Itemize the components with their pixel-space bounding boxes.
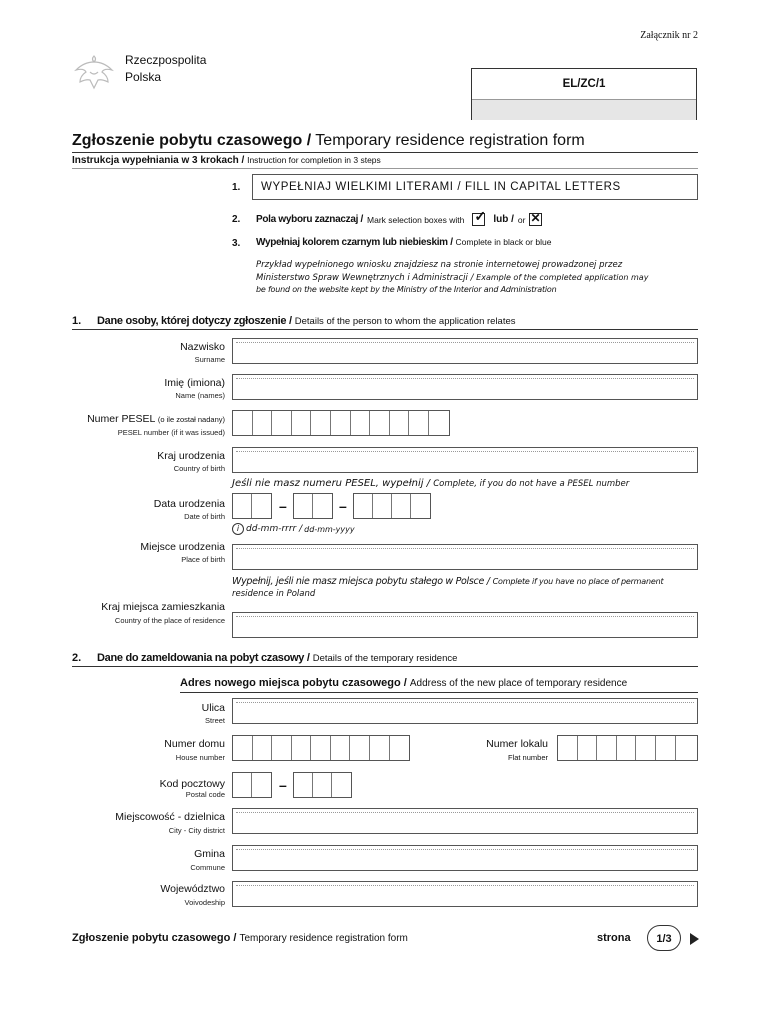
- res-country-sublabel: Country of the place of residence: [114, 616, 225, 625]
- section-2-title: [97, 652, 457, 664]
- date-dash-1: –: [279, 498, 287, 514]
- birth-place-sublabel: Place of birth: [181, 555, 225, 564]
- surname-sublabel: Surname: [194, 355, 225, 364]
- no-perm-l2: residence in Poland: [232, 589, 316, 599]
- date-format-hint: [232, 523, 355, 535]
- form-title: [72, 132, 585, 150]
- example-l2-pl: Ministerstwo Spraw Wewnętrznych i Administracji /: [256, 272, 474, 283]
- cross-box-icon: ✕: [530, 211, 541, 225]
- birth-date-label: Data urodzenia: [153, 498, 225, 510]
- page-label: strona: [597, 932, 631, 944]
- example-l2-en: Example of the completed application may: [476, 272, 649, 282]
- section-1-title: [97, 315, 516, 327]
- postal-code-prefix-input[interactable]: [232, 772, 272, 798]
- postal-dash: –: [279, 777, 287, 793]
- no-pesel-en: Complete, if you do not have a PESEL number: [433, 479, 630, 489]
- section-1-en: Details of the person to whom the application relates: [294, 316, 516, 327]
- section-2-rule: [72, 666, 698, 667]
- step-3: [256, 237, 551, 248]
- birth-day-input[interactable]: [232, 493, 272, 519]
- date-dash-2: –: [339, 498, 347, 514]
- flat-sublabel: Flat number: [507, 753, 548, 762]
- section-1-pl: Dane osoby, której dotyczy zgłoszenie /: [97, 315, 292, 327]
- step-2: [256, 208, 542, 226]
- step-3-num: 3.: [232, 238, 241, 249]
- address-rule: [180, 692, 698, 693]
- pesel-input[interactable]: [232, 410, 450, 436]
- house-sublabel: House number: [175, 753, 225, 762]
- date-format-en: dd-mm-yyyy: [304, 524, 355, 534]
- street-input[interactable]: [232, 698, 698, 724]
- pesel-label-main: Numer PESEL: [87, 413, 155, 425]
- footer-pl: Zgłoszenie pobytu czasowego /: [72, 932, 237, 944]
- step-2-pl: Pola wyboru zaznaczaj /: [256, 214, 364, 225]
- example-l2: [256, 272, 648, 285]
- pesel-note: (o ile został nadany): [157, 415, 225, 424]
- no-perm-l1: [232, 576, 663, 588]
- footer-en: Temporary residence registration form: [239, 933, 408, 944]
- voivodeship-sublabel: Voivodeship: [184, 898, 225, 907]
- pesel-sublabel: PESEL number (if it was issued): [117, 428, 225, 437]
- voivodeship-input[interactable]: [232, 881, 698, 907]
- birth-place-label: Miejsce urodzenia: [140, 541, 225, 553]
- no-perm-en: Complete if you have no place of permanent: [492, 577, 664, 586]
- birth-place-input[interactable]: [232, 544, 698, 570]
- step-2-or: or: [517, 214, 526, 225]
- pesel-label: [87, 413, 225, 425]
- step-2-en: Mark selection boxes with: [367, 214, 465, 225]
- city-sublabel: City - City district: [168, 826, 225, 835]
- voivodeship-label: Województwo: [160, 883, 225, 895]
- title-pl: Zgłoszenie pobytu czasowego /: [72, 132, 312, 149]
- checkmark-box-icon: ✓: [474, 208, 487, 224]
- birth-country-label: Kraj urodzenia: [157, 450, 225, 462]
- no-perm-note: [232, 576, 663, 600]
- title-en: Temporary residence registration form: [315, 132, 585, 149]
- address-title: [180, 677, 627, 689]
- commune-label: Gmina: [194, 848, 225, 860]
- postal-label: Kod pocztowy: [159, 778, 225, 790]
- birth-date-sublabel: Date of birth: [184, 512, 225, 521]
- names-label: Imię (imiona): [164, 377, 225, 389]
- birth-year-input[interactable]: [353, 493, 431, 519]
- section-1-num: 1.: [72, 315, 82, 327]
- res-country-input[interactable]: [232, 612, 698, 638]
- flat-label: Numer lokalu: [486, 738, 548, 750]
- city-label: Miejscowość - dzielnica: [115, 811, 225, 823]
- commune-input[interactable]: [232, 845, 698, 871]
- step-2-lub: lub /: [493, 214, 514, 225]
- date-format-pl: dd-mm-rrrr /: [246, 524, 303, 534]
- postal-sublabel: Postal code: [185, 790, 225, 799]
- surname-input[interactable]: [232, 338, 698, 364]
- no-pesel-note: [232, 478, 629, 489]
- country-line2: Polska: [125, 70, 162, 84]
- eagle-emblem-icon: [72, 50, 116, 94]
- page-indicator: 1/3: [647, 925, 681, 951]
- surname-label: Nazwisko: [180, 341, 225, 353]
- address-pl: Adres nowego miejsca pobytu czasowego /: [180, 677, 407, 689]
- house-number-input[interactable]: [232, 735, 410, 761]
- house-label: Numer domu: [164, 738, 225, 750]
- info-icon: i: [232, 523, 244, 535]
- step-3-pl: Wypełniaj kolorem czarnym lub niebieskim /: [256, 237, 453, 248]
- street-sublabel: Street: [204, 716, 225, 725]
- names-input[interactable]: [232, 374, 698, 400]
- city-input[interactable]: [232, 808, 698, 834]
- example-l3: be found on the website kept by the Ministry of the Interior and Administration: [256, 285, 557, 294]
- section-2-en: Details of the temporary residence: [312, 653, 458, 664]
- instructions-title: [72, 155, 381, 166]
- birth-country-sublabel: Country of birth: [173, 464, 225, 473]
- form-code-box: [471, 68, 697, 120]
- postal-code-suffix-input[interactable]: [293, 772, 352, 798]
- no-pesel-pl: Jeśli nie masz numeru PESEL, wypełnij /: [232, 478, 431, 489]
- annex-label: Załącznik nr 2: [640, 30, 698, 41]
- country-name: [125, 52, 206, 86]
- birth-month-input[interactable]: [293, 493, 333, 519]
- step-1-box: [252, 174, 698, 200]
- example-note: [256, 260, 648, 296]
- next-page-arrow-icon[interactable]: [690, 933, 700, 945]
- title-rule: [72, 152, 698, 153]
- instr-rule: [72, 168, 698, 169]
- form-code-shade: [472, 100, 696, 120]
- footer-title: [72, 932, 408, 944]
- flat-number-input[interactable]: [557, 735, 698, 761]
- step-3-en: Complete in black or blue: [455, 237, 552, 247]
- step-1-num: 1.: [232, 182, 241, 193]
- step-2-num: 2.: [232, 214, 241, 225]
- no-perm-pl: Wypełnij, jeśli nie masz miejsca pobytu stałego w Polsce /: [232, 576, 490, 587]
- instr-en: Instruction for completion in 3 steps: [247, 155, 381, 165]
- section-1-rule: [72, 329, 698, 330]
- names-sublabel: Name (names): [175, 391, 225, 400]
- res-country-label: Kraj miejsca zamieszkania: [101, 601, 225, 613]
- section-2-num: 2.: [72, 652, 82, 664]
- example-l1: Przykład wypełnionego wniosku znajdziesz na stronie internetowej prowadzonej przez: [256, 260, 623, 270]
- instr-pl: Instrukcja wypełniania w 3 krokach /: [72, 155, 245, 166]
- country-line1: Rzeczpospolita: [125, 53, 207, 67]
- commune-sublabel: Commune: [190, 863, 225, 872]
- step-1-text: WYPEŁNIAJ WIELKIMI LITERAMI / FILL IN CAPITAL LETTERS: [261, 181, 621, 193]
- form-code: EL/ZC/1: [472, 69, 696, 100]
- address-en: Address of the new place of temporary residence: [409, 678, 628, 689]
- street-label: Ulica: [201, 702, 225, 714]
- birth-country-input[interactable]: [232, 447, 698, 473]
- section-2-pl: Dane do zameldowania na pobyt czasowy /: [97, 652, 310, 664]
